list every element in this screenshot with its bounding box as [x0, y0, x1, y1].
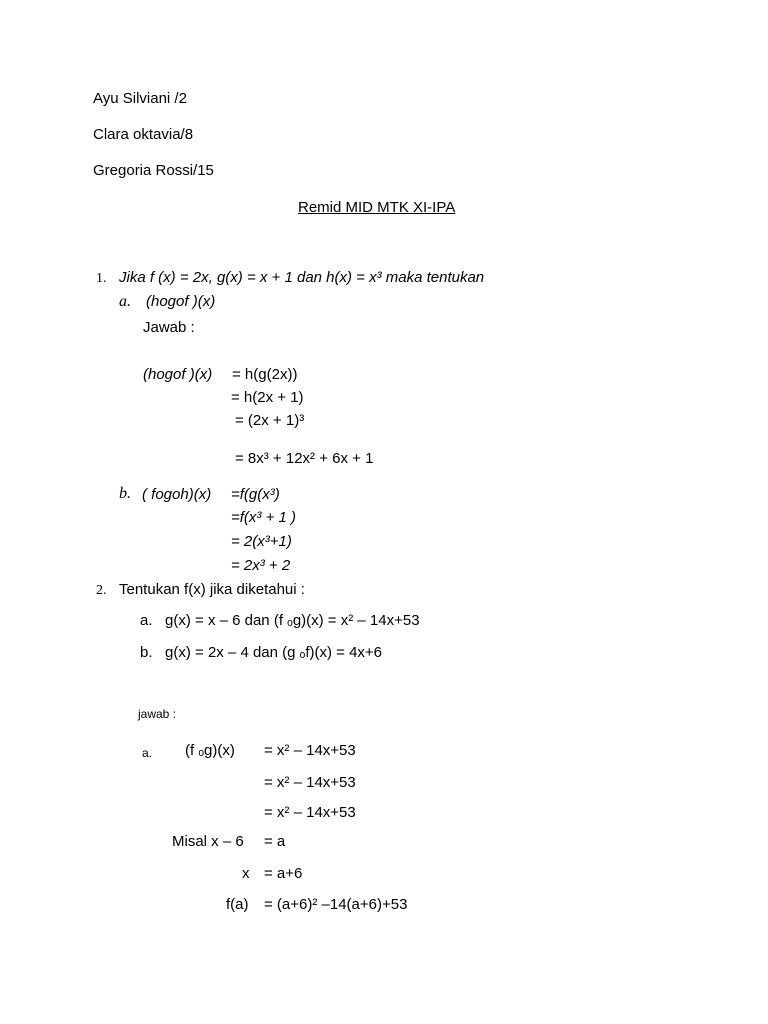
- q1-b-step-2: =f(x³ + 1 ): [231, 509, 297, 526]
- q1-b-step-3: = 2(x³+1): [231, 533, 292, 550]
- q2-a-step-3: = x² – 14x+53: [264, 804, 356, 821]
- q1-a-step-4: = 8x³ + 12x² + 6x + 1: [235, 450, 374, 467]
- q1-number: 1.: [96, 271, 107, 286]
- q1-b-label: b.: [119, 485, 131, 502]
- author-line-3: Gregoria Rossi/15: [93, 162, 214, 179]
- q2-a-step-2: = x² – 14x+53: [264, 774, 356, 791]
- author-line-1: Ayu Silviani /2: [93, 90, 187, 107]
- author-line-2: Clara oktavia/8: [93, 126, 194, 143]
- q2-misal-lhs: Misal x – 6: [172, 833, 244, 850]
- q2-x-lhs: x: [242, 865, 250, 882]
- q2-item-b: b. g(x) = 2x – 4 dan (g ₒf)(x) = 4x+6: [140, 644, 383, 661]
- q2-prompt: Tentukan f(x) jika diketahui :: [119, 581, 305, 598]
- q1-prompt: Jika f (x) = 2x, g(x) = x + 1 dan h(x) = x³ maka tentukan: [119, 269, 485, 286]
- q1-b-step-4: = 2x³ + 2: [231, 557, 291, 574]
- q1-a-step-2: = h(2x + 1): [231, 389, 304, 406]
- q2-x-rhs: = a+6: [264, 865, 303, 882]
- q1-b-step-1: =f(g(x³): [231, 486, 280, 503]
- q2-number: 2.: [96, 583, 107, 598]
- q1-a-lhs: (hogof )(x): [143, 366, 213, 383]
- q2-a-lhs: (f ₒg)(x): [185, 742, 235, 759]
- q2-misal-rhs: = a: [264, 833, 286, 850]
- q2-fa-rhs: = (a+6)² –14(a+6)+53: [264, 896, 408, 913]
- q2-fa-lhs: f(a): [226, 896, 249, 913]
- q2-a-step-1: = x² – 14x+53: [264, 742, 356, 759]
- q1-a-label: a.: [119, 293, 131, 310]
- q1-a-step-3: = (2x + 1)³: [235, 412, 305, 429]
- q1-jawab-label: Jawab :: [143, 319, 195, 336]
- document-title: Remid MID MTK XI-IPA: [298, 199, 456, 216]
- q1-b-lhs: ( fogoh)(x): [142, 486, 212, 503]
- q2-jawab-label: jawab :: [138, 707, 177, 721]
- q1-a-expression: (hogof )(x): [146, 293, 216, 310]
- q2-item-a: a. g(x) = x – 6 dan (f ₒg)(x) = x² – 14x+53: [140, 612, 420, 629]
- q1-a-step-1: = h(g(2x)): [232, 366, 298, 383]
- q2-a-label: a.: [142, 746, 153, 760]
